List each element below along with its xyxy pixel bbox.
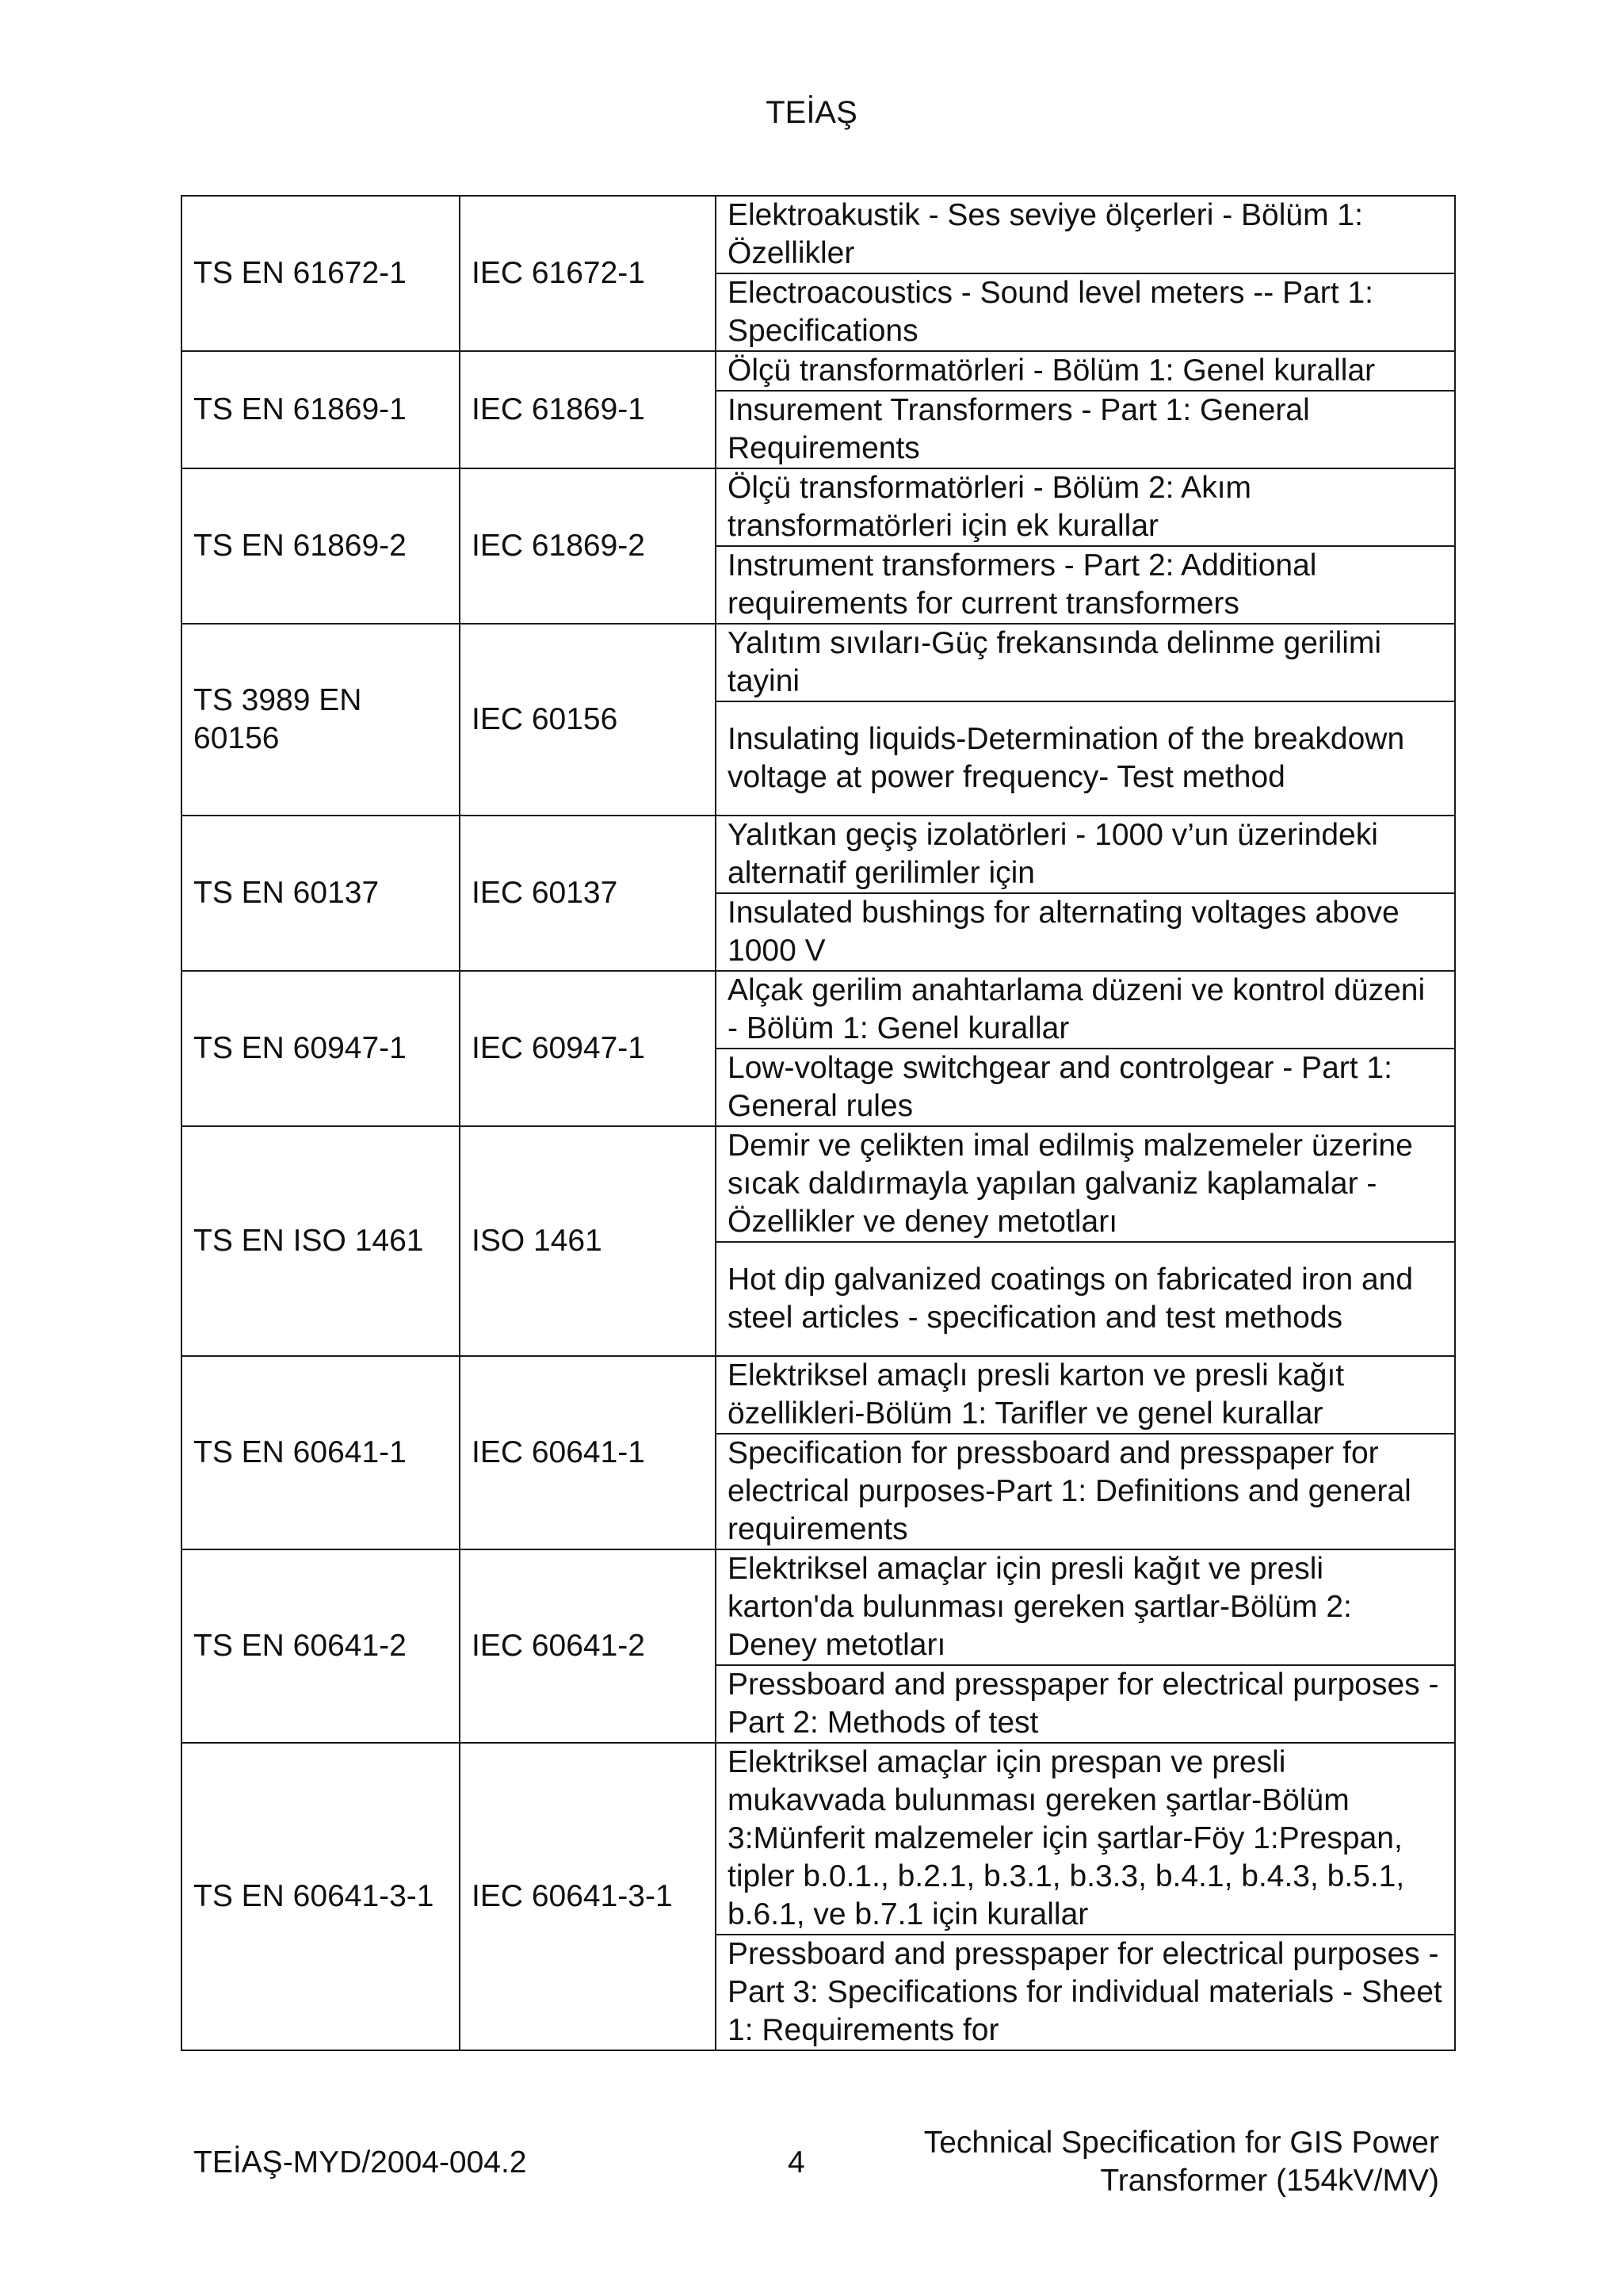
ts-standard-cell: TS EN 61869-1: [181, 351, 460, 468]
english-title-cell: Low-voltage switchgear and controlgear - Part 1: General rules: [716, 1049, 1455, 1126]
ts-standard-cell: TS EN ISO 1461: [181, 1126, 460, 1356]
specification-title: [837, 2124, 1439, 2200]
turkish-title-cell: Demir ve çelikten imal edilmiş malzemeler üzerine sıcak daldırmayla yapılan galvaniz kaplamalar - Özellikler ve deney metotları: [716, 1126, 1455, 1242]
english-title-cell: Pressboard and presspaper for electrical purposes - Part 2: Methods of test: [716, 1665, 1455, 1743]
table-row: [181, 351, 1455, 391]
standards-table: [181, 195, 1456, 2051]
turkish-title-cell: Ölçü transformatörleri - Bölüm 1: Genel kurallar: [716, 351, 1455, 391]
iec-standard-cell: IEC 60156: [460, 624, 716, 816]
english-title-cell: Insulated bushings for alternating voltages above 1000 V: [716, 893, 1455, 971]
english-title-cell: Instrument transformers - Part 2: Additional requirements for current transformers: [716, 546, 1455, 624]
iec-standard-cell: IEC 60641-3-1: [460, 1743, 716, 2050]
iec-standard-cell: IEC 61869-1: [460, 351, 716, 468]
iec-standard-cell: IEC 61869-2: [460, 468, 716, 624]
english-title-cell: Specification for pressboard and presspaper for electrical purposes-Part 1: Definitions and general requirements: [716, 1434, 1455, 1549]
iec-standard-cell: IEC 60641-2: [460, 1549, 716, 1743]
english-title-cell: Electroacoustics - Sound level meters -- Part 1: Specifications: [716, 273, 1455, 351]
table-row: [181, 1126, 1455, 1242]
turkish-title-cell: Yalıtım sıvıları-Güç frekansında delinme gerilimi tayini: [716, 624, 1455, 701]
iec-standard-cell: IEC 60137: [460, 816, 716, 971]
document-code: TEİAŞ-MYD/2004-004.2: [193, 2145, 527, 2179]
turkish-title-cell: Ölçü transformatörleri - Bölüm 2: Akım transformatörleri için ek kurallar: [716, 468, 1455, 546]
iec-standard-cell: IEC 61672-1: [460, 196, 716, 351]
table-row: [181, 1743, 1455, 1935]
iec-standard-cell: IEC 60947-1: [460, 971, 716, 1126]
iec-standard-cell: ISO 1461: [460, 1126, 716, 1356]
iec-standard-cell: IEC 60641-1: [460, 1356, 716, 1549]
specification-title-line-1: Technical Specification for GIS Power: [923, 2126, 1439, 2160]
table-row: [181, 1549, 1455, 1665]
ts-standard-cell: TS EN 61672-1: [181, 196, 460, 351]
turkish-title-cell: Elektroakustik - Ses seviye ölçerleri - Bölüm 1: Özellikler: [716, 196, 1455, 273]
ts-standard-cell: TS EN 61869-2: [181, 468, 460, 624]
turkish-title-cell: Alçak gerilim anahtarlama düzeni ve kontrol düzeni - Bölüm 1: Genel kurallar: [716, 971, 1455, 1049]
ts-standard-cell: TS EN 60137: [181, 816, 460, 971]
turkish-title-cell: Elektriksel amaçlı presli karton ve presli kağıt özellikleri-Bölüm 1: Tarifler ve genel kurallar: [716, 1356, 1455, 1434]
turkish-title-cell: Yalıtkan geçiş izolatörleri - 1000 v’un üzerindeki alternatif gerilimler için: [716, 816, 1455, 893]
english-title-cell: Hot dip galvanized coatings on fabricated iron and steel articles - specification and test methods: [716, 1242, 1455, 1356]
turkish-title-cell: Elektriksel amaçlar için presli kağıt ve presli karton'da bulunması gereken şartlar-Bölüm 2: Deney metotları: [716, 1549, 1455, 1665]
page-number: 4: [788, 2145, 805, 2179]
ts-standard-cell: TS EN 60641-1: [181, 1356, 460, 1549]
table-row: [181, 196, 1455, 273]
ts-standard-cell: TS EN 60947-1: [181, 971, 460, 1126]
english-title-cell: Insulating liquids-Determination of the breakdown voltage at power frequency- Test method: [716, 701, 1455, 816]
turkish-title-cell: Elektriksel amaçlar için prespan ve presli mukavvada bulunması gereken şartlar-Bölüm 3:Münferit malzemeler için şartlar-Föy 1:Prespan, tipler b.0.1., b.2.1, b.3.1, b.3.3, b.4.1, b.4.3, b.5.1, b.6.1, ve b.7.1 için kurallar: [716, 1743, 1455, 1935]
ts-standard-cell: TS EN 60641-3-1: [181, 1743, 460, 2050]
english-title-cell: Insurement Transformers - Part 1: General Requirements: [716, 391, 1455, 468]
english-title-cell: Pressboard and presspaper for electrical purposes - Part 3: Specifications for individual materials - Sheet 1: Requirements for: [716, 1935, 1455, 2050]
table-row: [181, 971, 1455, 1049]
table-row: [181, 468, 1455, 546]
ts-standard-cell: TS 3989 EN 60156: [181, 624, 460, 816]
table-row: [181, 816, 1455, 893]
specification-title-line-2: Transformer (154kV/MV): [1100, 2164, 1439, 2198]
ts-standard-cell: TS EN 60641-2: [181, 1549, 460, 1743]
table-row: [181, 624, 1455, 701]
table-row: [181, 1356, 1455, 1434]
page-header: TEİAŞ: [766, 95, 857, 130]
